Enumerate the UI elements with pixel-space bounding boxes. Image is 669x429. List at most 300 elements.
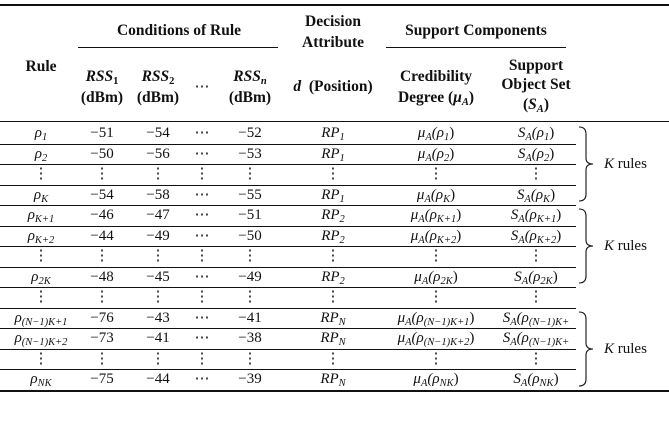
rho-sub: 2 [41, 152, 48, 164]
rssn-value: −50 [238, 227, 262, 244]
rss2-value: −44 [146, 371, 170, 387]
vdots-cell [151, 247, 166, 265]
vdots-cell [151, 350, 166, 368]
mu-close: ) [449, 125, 455, 141]
rss-label: RSS [233, 68, 261, 85]
rho-symbol: ρ [31, 268, 39, 285]
rssn-cell [238, 186, 261, 204]
s-close: ) [552, 268, 558, 285]
mu-symbol: μ [414, 268, 422, 285]
rss1-cell [90, 186, 113, 204]
mu-arg: (ρ [428, 268, 441, 285]
s-close: ) [556, 227, 562, 244]
mu-arg-sub: K+1 [436, 214, 457, 225]
credibility-cell [417, 186, 455, 204]
mu-sub: A [425, 132, 432, 143]
rule-cell [35, 145, 47, 163]
mu-arg: (ρ [424, 227, 437, 244]
ellipsis-glyph: ⋯ [194, 207, 210, 223]
s-symbol: S [528, 96, 537, 113]
vdots-glyph: ⋮ [325, 350, 341, 367]
rho-sub: (N−1)K+2 [21, 337, 68, 348]
vdots-cell [243, 165, 258, 183]
rp-sub: 1 [339, 152, 345, 164]
rss1-cell [90, 370, 113, 388]
rssn-cell [238, 309, 261, 327]
vdots-glyph: ⋮ [325, 289, 341, 305]
mu-arg: (ρ [430, 186, 444, 203]
s-arg-sub: K [543, 193, 551, 205]
rp-symbol: RP [320, 371, 339, 387]
ellipsis-cell [195, 206, 210, 224]
rss1-value: −46 [90, 207, 114, 223]
rho-sub: K [41, 193, 49, 205]
rp-symbol: RP [321, 268, 340, 285]
sos-open: ( [523, 96, 529, 113]
s-arg: (ρ [516, 330, 529, 346]
vdots-cell [529, 165, 544, 183]
ellipsis-glyph: ⋯ [194, 309, 210, 326]
s-sub: A [536, 104, 544, 115]
header-ellipsis: ⋯ [194, 79, 210, 95]
vdots-cell [243, 350, 258, 368]
rp-sub: N [338, 337, 346, 348]
s-symbol: S [517, 145, 526, 162]
position-cell [320, 370, 345, 388]
s-symbol: S [516, 186, 525, 203]
mu-sub: A [425, 152, 432, 164]
cred-label: Degree ( [397, 89, 454, 106]
vdots-glyph: ⋮ [528, 248, 544, 264]
s-arg: (ρ [527, 371, 540, 387]
s-arg-sub: NK [539, 378, 554, 389]
position-label: (Position) [308, 78, 373, 95]
header-rss2 [142, 68, 175, 86]
group-label [604, 155, 647, 173]
s-arg: (ρ [524, 227, 537, 244]
rho-sub: K+2 [34, 234, 55, 246]
header-rss1-unit: (dBm) [80, 89, 124, 106]
rss2-cell [146, 124, 169, 142]
rule-cell [31, 268, 50, 286]
rp-symbol: RP [320, 330, 339, 346]
mu-symbol: μ [410, 227, 419, 244]
support-underline [386, 47, 566, 48]
group-separator [0, 287, 576, 288]
support-set-cell [518, 124, 554, 142]
mu-arg-sub: 1 [443, 132, 450, 143]
s-arg-sub: 1 [543, 132, 550, 143]
conditions-underline [78, 47, 278, 48]
header-rssn [233, 68, 266, 86]
vdots-glyph: ⋮ [150, 289, 166, 305]
mu-arg: (ρ [431, 145, 444, 162]
rssn-cell [238, 370, 261, 388]
row-separator [0, 164, 576, 165]
vdots-glyph: ⋮ [194, 289, 210, 305]
mu-arg-sub: 2K [440, 275, 453, 287]
rss2-cell [146, 186, 169, 204]
group-separator [0, 308, 576, 309]
rss2-cell [146, 145, 169, 163]
mu-close: ) [449, 145, 455, 162]
rho-sub: NK [37, 378, 52, 389]
mu-close: ) [469, 309, 475, 326]
rss1-value: −76 [90, 309, 114, 326]
s-arg: (ρ [531, 145, 544, 162]
support-set-cell [514, 268, 557, 286]
header-support: Support Components [405, 22, 547, 39]
rss2-value: −43 [146, 309, 170, 326]
vdots-cell [243, 247, 258, 265]
rss1-cell [90, 124, 113, 142]
s-sub: A [518, 234, 525, 246]
s-symbol: S [514, 268, 522, 285]
rss2-cell [146, 206, 169, 224]
vdots-glyph: ⋮ [428, 350, 444, 367]
s-arg: (ρ [516, 309, 529, 326]
row-separator [0, 369, 576, 370]
vdots-glyph: ⋮ [150, 350, 166, 367]
rssn-cell [238, 227, 261, 245]
vdots-glyph: ⋮ [194, 350, 210, 367]
mu-close: ) [456, 207, 462, 223]
vdots-glyph: ⋮ [194, 248, 210, 264]
rssn-value: −38 [238, 330, 262, 346]
rp-sub: 2 [339, 234, 345, 246]
vdots-cell [151, 288, 166, 306]
rssn-value: −51 [238, 207, 262, 223]
vdots-glyph: ⋮ [428, 248, 444, 264]
mu-close: ) [453, 371, 459, 387]
group-separator [0, 205, 576, 206]
ellipsis-glyph: ⋯ [194, 125, 210, 141]
rss2-value: −45 [146, 268, 170, 285]
vdots-cell [429, 288, 444, 306]
support-set-cell [503, 329, 570, 347]
rssn-value: −55 [238, 186, 262, 203]
row-separator [0, 226, 576, 227]
header-credibility-1: Credibility [399, 68, 473, 85]
vdots-cell [326, 350, 341, 368]
support-set-cell [511, 206, 561, 224]
s-symbol: S [510, 227, 519, 244]
mu-close: ) [452, 268, 458, 285]
header-conditions: Conditions of Rule [116, 22, 242, 39]
rp-sub: 1 [339, 193, 345, 205]
s-sub: A [525, 132, 532, 143]
rssn-value: −41 [238, 309, 262, 326]
rule-cell [34, 186, 48, 204]
vdots-cell [429, 350, 444, 368]
ellipsis-glyph: ⋯ [194, 371, 210, 387]
vdots-glyph: ⋮ [94, 166, 110, 182]
mu-arg-sub: (N−1)K+1 [423, 316, 470, 328]
credibility-cell [411, 206, 462, 224]
rule-cell [28, 206, 55, 224]
mu-arg: (ρ [411, 330, 424, 346]
group-k: K [604, 340, 615, 357]
group-k: K [604, 238, 615, 254]
support-set-cell [517, 186, 555, 204]
vdots-cell [95, 288, 110, 306]
rss-sub: n [260, 76, 267, 87]
header-rss1 [86, 68, 119, 86]
rp-symbol: RP [321, 227, 340, 244]
position-cell [321, 186, 345, 204]
s-symbol: S [510, 207, 519, 223]
vdots-glyph: ⋮ [33, 350, 49, 367]
group-rules-word: rules [617, 340, 647, 357]
s-close: ) [549, 125, 555, 141]
vdots-glyph: ⋮ [194, 166, 210, 182]
s-symbol: S [502, 330, 511, 346]
vdots-glyph: ⋮ [325, 166, 341, 182]
group-rules-word: rules [617, 238, 647, 254]
s-arg-sub: (N−1)K+ [528, 316, 570, 328]
vdots-glyph: ⋮ [242, 166, 258, 182]
vdots-glyph: ⋮ [528, 166, 544, 182]
vdots-cell [243, 288, 258, 306]
mu-symbol: μ [397, 309, 406, 326]
rho-symbol: ρ [34, 125, 42, 141]
vdots-cell [95, 247, 110, 265]
mu-symbol: μ [413, 371, 421, 387]
s-close: ) [553, 371, 559, 387]
rss1-value: −51 [90, 125, 114, 141]
s-arg-sub: 2 [543, 152, 550, 164]
rss2-cell [146, 370, 169, 388]
credibility-cell [414, 268, 457, 286]
credibility-cell [413, 370, 458, 388]
vdots-cell [529, 288, 544, 306]
position-cell [320, 329, 345, 347]
vdots-cell [326, 288, 341, 306]
vdots-cell [195, 165, 210, 183]
ellipsis-glyph: ⋯ [194, 145, 210, 162]
rss2-value: −47 [146, 207, 170, 223]
s-sub: A [521, 275, 529, 287]
position-cell [321, 268, 345, 286]
rule-cell [30, 370, 51, 388]
group-brace-icon [577, 311, 595, 387]
rss2-cell [146, 329, 169, 347]
rho-symbol: ρ [14, 330, 22, 346]
vdots-cell [34, 288, 49, 306]
position-cell [321, 227, 345, 245]
rho-sub: (N−1)K+1 [21, 316, 68, 328]
ellipsis-glyph: ⋯ [194, 330, 210, 346]
rss1-value: −73 [90, 330, 114, 346]
vdots-glyph: ⋮ [242, 289, 258, 305]
header-sos-3 [523, 96, 549, 114]
row-separator [0, 144, 576, 145]
rss2-value: −56 [146, 145, 170, 162]
vdots-cell [195, 288, 210, 306]
mu-symbol: μ [417, 125, 426, 141]
vdots-glyph: ⋮ [94, 248, 110, 264]
rssn-cell [238, 329, 261, 347]
ellipsis-glyph: ⋯ [194, 268, 210, 285]
support-set-cell [511, 227, 561, 245]
group-label [604, 340, 647, 358]
s-sub: A [510, 337, 517, 348]
ellipsis-cell [195, 145, 210, 163]
vdots-glyph: ⋮ [33, 289, 49, 305]
s-symbol: S [502, 309, 511, 326]
vdots-cell [326, 247, 341, 265]
mu-sub: A [418, 234, 425, 246]
s-symbol: S [517, 125, 526, 141]
rss1-cell [90, 206, 113, 224]
vdots-cell [529, 247, 544, 265]
header-position [293, 78, 372, 96]
header-bottom-rule [0, 121, 669, 122]
header-credibility-2 [398, 89, 474, 107]
s-arg: (ρ [528, 268, 541, 285]
rp-symbol: RP [321, 125, 340, 141]
rss1-cell [90, 309, 113, 327]
bottom-rule [0, 390, 669, 392]
ellipsis-glyph: ⋯ [194, 186, 210, 203]
ellipsis-cell [195, 309, 210, 327]
vdots-glyph: ⋮ [150, 248, 166, 264]
rule-cell [15, 309, 68, 327]
rho-sub: 1 [41, 132, 48, 143]
vdots-glyph: ⋮ [33, 248, 49, 264]
rp-sub: N [338, 378, 346, 389]
rp-symbol: RP [321, 186, 340, 203]
s-sub: A [525, 152, 532, 164]
cred-close: ) [468, 89, 475, 106]
vdots-glyph: ⋮ [242, 350, 258, 367]
mu-arg-sub: (N−1)K+2 [423, 337, 470, 348]
s-close: ) [556, 207, 562, 223]
rss1-value: −44 [90, 227, 114, 244]
vdots-glyph: ⋮ [94, 289, 110, 305]
ellipsis-cell [195, 370, 210, 388]
rssn-cell [238, 268, 261, 286]
rssn-value: −49 [238, 268, 262, 285]
vdots-cell [95, 350, 110, 368]
group-rules-word: rules [617, 156, 647, 172]
vdots-cell [195, 350, 210, 368]
group-k: K [604, 156, 615, 172]
mu-close: ) [469, 330, 475, 346]
s-arg-sub: 2K [540, 275, 553, 287]
rssn-value: −39 [238, 371, 262, 387]
rss1-value: −75 [90, 371, 114, 387]
support-set-cell [518, 145, 554, 163]
credibility-cell [398, 329, 475, 347]
mu-symbol: μ [410, 207, 419, 223]
position-cell [321, 124, 345, 142]
rssn-cell [238, 145, 261, 163]
header-rssn-unit: (dBm) [228, 89, 272, 106]
mu-arg-sub: 2 [443, 152, 450, 164]
rho-symbol: ρ [27, 207, 35, 223]
mu-arg: (ρ [427, 371, 440, 387]
rss1-value: −48 [90, 268, 114, 285]
row-separator [0, 185, 576, 186]
vdots-glyph: ⋮ [428, 166, 444, 182]
position-cell [320, 309, 345, 327]
rssn-value: −52 [238, 125, 262, 141]
header-rule: Rule [25, 58, 57, 75]
s-sub: A [524, 193, 531, 205]
vdots-cell [429, 165, 444, 183]
rss2-value: −41 [146, 330, 170, 346]
mu-arg: (ρ [431, 125, 444, 141]
vdots-cell [151, 165, 166, 183]
position-cell [321, 145, 345, 163]
rss-sub: 2 [169, 76, 175, 87]
rp-sub: 1 [339, 132, 345, 143]
vdots-glyph: ⋮ [94, 350, 110, 367]
mu-symbol: μ [416, 186, 425, 203]
rho-symbol: ρ [27, 227, 35, 244]
s-arg: (ρ [524, 207, 537, 223]
mu-symbol: μ [453, 89, 462, 106]
mu-sub: A [424, 193, 431, 205]
top-rule [0, 4, 669, 6]
vdots-glyph: ⋮ [528, 350, 544, 367]
rss2-cell [146, 268, 169, 286]
rp-sub: 2 [339, 275, 345, 287]
vdots-glyph: ⋮ [33, 166, 49, 182]
vdots-cell [529, 350, 544, 368]
vdots-glyph: ⋮ [242, 248, 258, 264]
s-sub: A [518, 214, 525, 225]
vdots-cell [95, 165, 110, 183]
position-cell [321, 206, 345, 224]
support-set-cell [503, 309, 570, 327]
row-separator [0, 349, 576, 350]
rss2-cell [146, 309, 169, 327]
mu-sub: A [421, 275, 429, 287]
s-arg-sub: (N−1)K+ [528, 337, 570, 348]
sos-close: ) [543, 96, 549, 113]
rp-symbol: RP [321, 207, 340, 223]
mu-arg: (ρ [424, 207, 437, 223]
mu-arg-sub: NK [439, 378, 454, 389]
row-separator [0, 246, 576, 247]
support-set-cell [513, 370, 558, 388]
s-arg-sub: K+2 [536, 234, 557, 246]
s-sub: A [510, 316, 517, 328]
group-label [604, 237, 647, 255]
mu-symbol: μ [397, 330, 406, 346]
rho-symbol: ρ [14, 309, 22, 326]
mu-symbol: μ [417, 145, 426, 162]
rss1-cell [90, 268, 113, 286]
header-decision-2: Attribute [302, 34, 364, 51]
rss2-value: −49 [146, 227, 170, 244]
mu-sub: A [405, 337, 412, 348]
rssn-cell [238, 124, 261, 142]
rss2-cell [146, 227, 169, 245]
rss2-value: −54 [146, 125, 170, 141]
rp-symbol: RP [321, 145, 340, 162]
rss-sub: 1 [113, 76, 119, 87]
mu-sub: A [418, 214, 425, 225]
mu-close: ) [450, 186, 456, 203]
rss1-value: −54 [90, 186, 114, 203]
rss1-cell [90, 145, 113, 163]
ellipsis-cell [195, 186, 210, 204]
vdots-glyph: ⋮ [325, 248, 341, 264]
s-close: ) [550, 186, 556, 203]
